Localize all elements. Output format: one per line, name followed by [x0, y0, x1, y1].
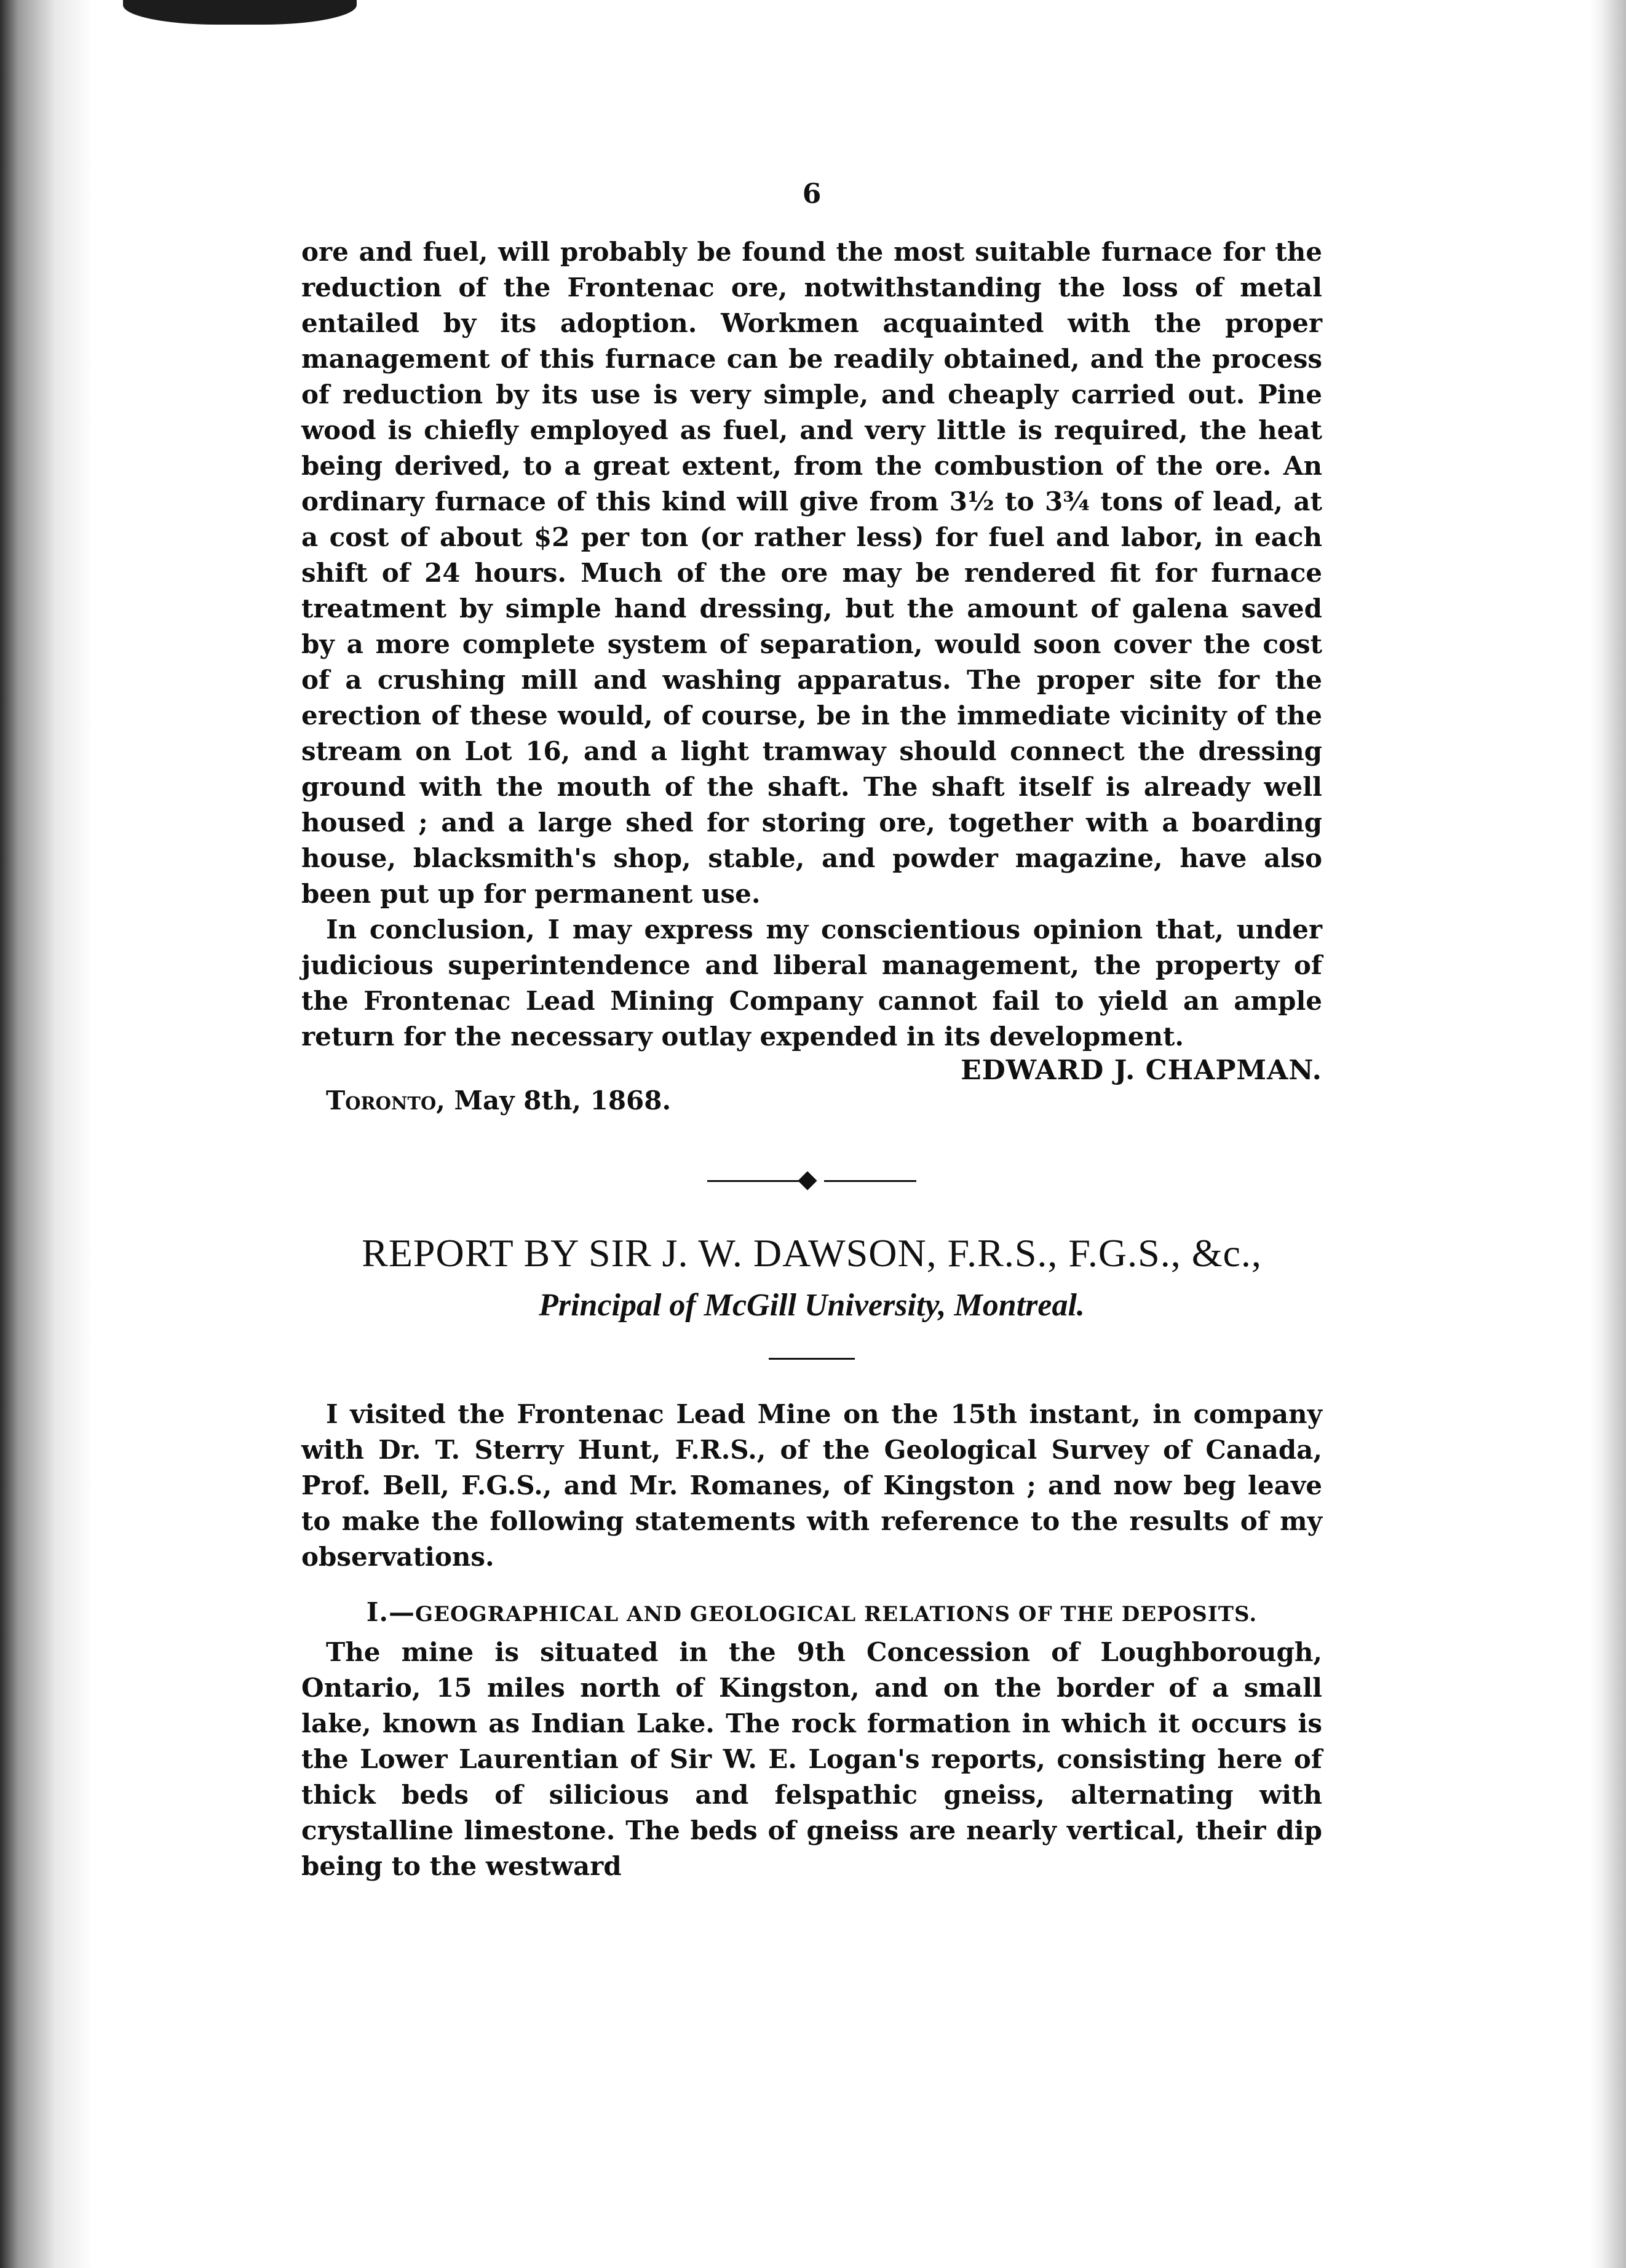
signature-chapman: EDWARD J. CHAPMAN.: [961, 1055, 1322, 1086]
short-rule-divider: [769, 1358, 855, 1360]
diamond-icon: [798, 1171, 817, 1190]
signature-block: [301, 1055, 1322, 1126]
scan-left-edge: [0, 0, 92, 2268]
report-subtitle: Principal of McGill University, Montreal.: [539, 1288, 1085, 1323]
page-number: 6: [802, 178, 822, 210]
chapman-paragraph-conclusion: In conclusion, I may express my conscientious opinion that, under judicious superintendence and liberal management, the property of the Frontenac Lead Mining Company cannot fail to yield an ample return for the necessary outlay expended in its development.: [301, 914, 1322, 1052]
section-ornament-divider: [707, 1169, 916, 1194]
section-heading: [301, 1597, 1322, 1627]
ornament-rule-right: [824, 1180, 916, 1182]
chapman-paragraph-continued: ore and fuel, will probably be found the most suitable furnace for the reduction of the Frontenac ore, notwithstanding the loss of metal entailed by its adoption. Workmen acquainted with the proper management of this furnace can be readily obtained, and the process of reduction by its use is very simple, and cheaply carried out. Pine wood is chiefly employed as fuel, and very little is required, the heat being derived, to a great extent, from the combustion of the ore. An ordinary furnace of this kind will give from 3½ to 3¾ tons of lead, at a cost of about $2 per ton (or rather less) for fuel and labor, in each shift of 24 hours. Much of the ore may be rendered fit for furnace treatment by simple hand dressing, but the amount of galena saved by a more complete system of separation, would soon cover the cost of a crushing mill and washing apparatus. The proper site for the erection of these would, of course, be in the immediate vicinity of the stream on Lot 16, and a light tramway should connect the dressing ground with the mouth of the shaft. The shaft itself is already well housed ; and a large shed for storing ore, together with a boarding house, blacksmith's shop, stable, and powder magazine, have also been put up for permanent use.: [301, 237, 1322, 909]
dateline-date: , May 8th, 1868.: [436, 1085, 672, 1116]
section-paragraph: The mine is situated in the 9th Concession of Loughborough, Ontario, 15 miles north of Kingston, and on the border of a small lake, known as Indian Lake. The rock formation in which it occurs is the Lower Laurentian of Sir W. E. Logan's reports, consisting here of thick beds of silicious and felspathic gneiss, alternating with crystalline limestone. The beds of gneiss are nearly vertical, their dip being to the westward: [301, 1637, 1322, 1881]
dawson-intro-paragraph: I visited the Frontenac Lead Mine on the 15th instant, in company with Dr. T. Sterry Hunt, F.R.S., of the Geological Survey of Canada, Prof. Bell, F.G.S., and Mr. Romanes, of Kingston ; and now beg leave to make the following statements with reference to the results of my observations.: [301, 1399, 1322, 1572]
dateline: [326, 1085, 671, 1116]
report-title: REPORT BY SIR J. W. DAWSON, F.R.S., F.G.S., &c.,: [362, 1231, 1262, 1275]
text-column: [301, 178, 1322, 1884]
section-number: I.—: [366, 1597, 416, 1627]
dateline-place: Toronto: [326, 1085, 437, 1116]
scan-right-edge: [1589, 0, 1626, 2268]
scan-ink-blot: [123, 0, 357, 25]
section-title: GEOGRAPHICAL AND GEOLOGICAL RELATIONS OF THE DEPOSITS.: [415, 1602, 1258, 1627]
ornament-rule-left: [707, 1180, 799, 1182]
